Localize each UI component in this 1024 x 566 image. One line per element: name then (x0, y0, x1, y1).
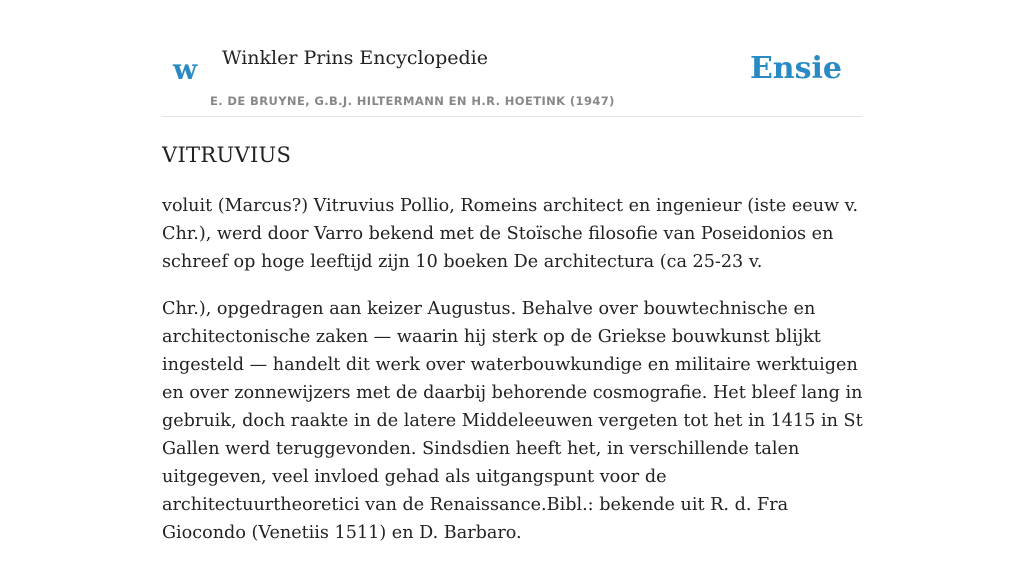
ensie-brand-logo[interactable]: Ensie (749, 51, 842, 86)
article-paragraph: voluit (Marcus?) Vitruvius Pollio, Romeins architect en ingenieur (iste eeuw v. Chr.), werd door Varro bekend met de Stoïsche filosofie van Poseidonios en schreef op hoge leeftijd zijn 10 boeken De architectura (ca 25-23 v. (162, 196, 859, 272)
winkler-prins-logo[interactable]: w (173, 53, 198, 86)
book-authors: E. DE BRUYNE, G.B.J. HILTERMANN EN H.R. HOETINK (1947) (210, 94, 615, 108)
article-paragraph: Chr.), opgedragen aan keizer Augustus. Behalve over bouwtechnische en architectonische zaken — waarin hij sterk op de Griekse bouwkunst blijkt ingesteld — handelt dit werk over waterbouwkundige en militaire werktuigen en over zonnewijzers met de daarbij behorende cosmografie. Het bleef lang in gebruik, doch raakte in de latere Middeleeuwen vergeten tot het in 1415 in St Gallen werd teruggevonden. Sindsdien heeft het, in verschillende talen uitgegeven, veel invloed gehad als uitgangspunt voor de architectuurtheoretici van de Renaissance.Bibl.: bekende uit R. d. Fra Giocondo (Venetiis 1511) en D. Barbaro. (162, 299, 863, 543)
article-title: VITRUVIUS (162, 143, 292, 167)
site-header (162, 0, 862, 117)
book-title[interactable]: Winkler Prins Encyclopedie (222, 47, 488, 69)
article-body (162, 192, 864, 566)
